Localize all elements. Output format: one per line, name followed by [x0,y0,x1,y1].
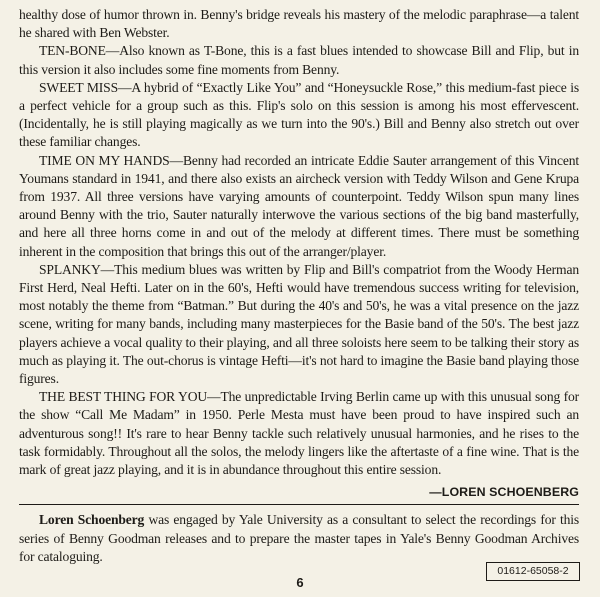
author-bio-text: was engaged by Yale University as a consultant to select the recordings for this series of Benny Goodman releases and to prepare the master tapes in Yale's Benny Goodman Archives for cataloguing. [19,512,580,564]
section-divider [19,504,579,505]
liner-notes-page [19,6,579,566]
catalog-number-box: 01612-65058-2 [486,562,580,581]
paragraph-best-thing-for-you: THE BEST THING FOR YOU—The unpredictable Irving Berlin came up with this unusual song for the show “Call Me Madam” in 1950. Perle Mesta must have been proud to have inspired such an adventurous song!! It's rare to hear Benny tackle such relatively unusual harmonies, and he rises to the task formidably. Throughout all the solos, the melody lingers like the aftertaste of a fine wine. That is the mark of great jazz playing, and it is in abundance throughout this entire session. [19,389,579,478]
paragraph-time-on-my-hands: TIME ON MY HANDS—Benny had recorded an intricate Eddie Sauter arrangement of this Vincent Youmans standard in 1941, and there also exists an aircheck version with Teddy Wilson and Gene Krupa from 1937. All three versions have varying amounts of counterpoint. Teddy Wilson spun many lines around Benny with the trio, Sauter naturally interwove the various sections of the big band masterfully, and here all three horns come in and out of the melody at different times. There must be something inherent in the composition that brings this out of the arranger/player. [19,152,579,259]
paragraph-sweet-miss: SWEET MISS—A hybrid of “Exactly Like You” and “Honeysuckle Rose,” this medium-fast piece is a perfect vehicle for a group such as this. Flip's solo on this session is among his most effervescent. (Incidentally, he is still playing magically as we turn into the 90's.) Bill and Benny also stretch out over these familiar changes. [19,79,579,150]
author-bio [19,511,579,566]
paragraph-ten-bone: TEN-BONE—Also known as T-Bone, this is a fast blues intended to showcase Bill and Flip, but in this version it also includes some fine moments from Benny. [19,43,579,77]
page-number: 6 [296,575,304,590]
paragraph-continuation: healthy dose of humor thrown in. Benny's bridge reveals his mastery of the melodic paraphrase—a talent he shared with Ben Webster. [19,7,579,41]
paragraph-splanky: SPLANKY—This medium blues was written by Flip and Bill's compatriot from the Woody Herman First Herd, Neal Hefti. Later on in the 60's, Hefti would have tremendous success writing for television, most notably the theme from “Batman.” But during the 40's and 50's, he was a vital presence on the jazz scene, writing for many bands, including many masterpieces for the Basie band of the 50's. The best jazz players achieve a vocal quality to their playing, and all three soloists here seem to be talking their story as much as playing it. The out-chorus is vintage Hefti—it's not hard to imagine the Basie band playing those figures. [19,261,579,387]
author-bio-name: Loren Schoenberg [39,512,145,528]
author-signature: —LOREN SCHOENBERG [429,485,579,500]
